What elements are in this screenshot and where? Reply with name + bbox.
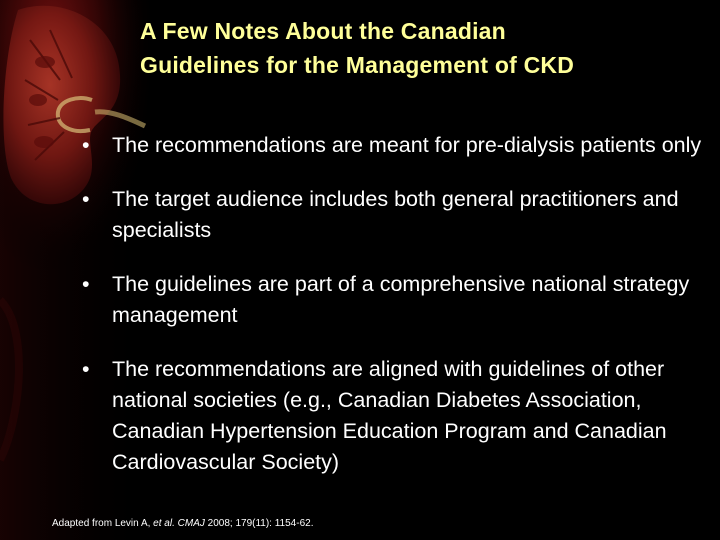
citation-et-al: et al. xyxy=(153,518,175,529)
bullet-icon: • xyxy=(82,357,90,381)
bullet-icon: • xyxy=(82,133,90,157)
citation-prefix: Adapted from Levin A, xyxy=(52,518,154,529)
bullet-icon: • xyxy=(82,272,90,296)
bullet-item xyxy=(82,354,712,478)
citation-journal: CMAJ xyxy=(177,518,205,529)
bullet-text: The recommendations are aligned with guidelines of other national societies (e.g., Canadian Diabetes Association, Canadian Hypertension Education Program and Canadian Cardiovascular Society) xyxy=(112,357,667,474)
bullet-item xyxy=(82,130,712,161)
slide-title xyxy=(140,14,710,82)
slide-title-line-2: Guidelines for the Management of CKD xyxy=(140,52,575,78)
slide-title-line-1: A Few Notes About the Canadian xyxy=(140,18,506,44)
bullet-icon: • xyxy=(82,187,90,211)
bullet-list xyxy=(82,130,712,501)
citation-suffix: 2008; 179(11): 1154-62. xyxy=(204,518,314,529)
bullet-item xyxy=(82,269,712,331)
bullet-text: The guidelines are part of a comprehensive national strategy management xyxy=(112,272,690,327)
bullet-text: The recommendations are meant for pre-dialysis patients only xyxy=(112,133,702,157)
citation-footnote xyxy=(52,518,313,530)
bullet-text: The target audience includes both general practitioners and specialists xyxy=(112,187,679,242)
bullet-item xyxy=(82,184,712,246)
